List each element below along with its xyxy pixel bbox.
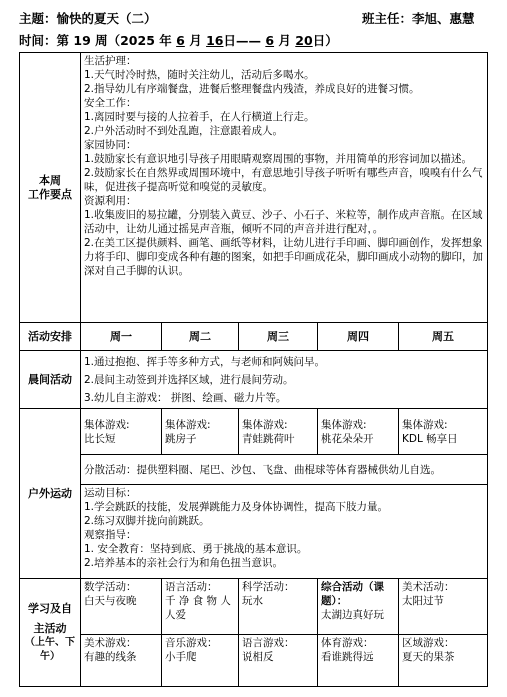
learning-cell: 科学活动： 玩水 (239, 579, 318, 635)
month-unit-1: 月 (189, 33, 202, 48)
day-thursday: 周四 (318, 323, 399, 351)
weekly-line: 1.鼓励家长有意识地引导孩子用眼睛观察周围的事物，并用简单的形容词加以描述。 (84, 153, 473, 165)
weekly-plan-table (19, 52, 488, 687)
outdoor-goal-line: 1. 安全教育：坚持到底、勇于挑战的基本意识。 (84, 543, 308, 555)
outdoor-goal-line: 运动目标： (84, 487, 137, 499)
day-tuesday: 周二 (162, 323, 239, 351)
outdoor-game-cell: 集体游戏: 青蛙跳荷叶 (239, 409, 318, 455)
learning-label: 学习及自 主活动 （上午、下午） (20, 579, 81, 687)
morning-content (81, 351, 488, 409)
learning-cell: 音乐游戏： 小手爬 (162, 635, 239, 687)
morning-row (20, 351, 488, 409)
morning-label: 晨间活动 (20, 351, 81, 409)
weekly-line: 资源利用： (84, 195, 137, 207)
learning-row-2 (20, 635, 488, 687)
outdoor-game-cell: 集体游戏: 桃花朵朵开 (318, 409, 399, 455)
theme-value: 愉快的夏天（二） (56, 11, 157, 26)
outdoor-label: 户外运动 (20, 409, 81, 579)
day-start: 16 (206, 33, 224, 48)
learning-cell: 体育游戏： 看谁跳得远 (318, 635, 399, 687)
weekly-line: 2.在美工区提供颜料、画笔、画纸等材料，让幼儿进行手印画、脚印画创作，发挥想象力将手印、脚印变成各种有趣的图案，如把手印画成花朵，脚印画成小动物的脚印，加深对自己手脚的认识。 (84, 237, 483, 277)
learning-cell: 美术游戏： 有趣的线条 (81, 635, 162, 687)
weekly-focus-row (20, 53, 488, 323)
weekly-focus-content (81, 53, 488, 323)
weekly-focus-label: 本周 工作要点 (20, 53, 81, 323)
learning-cell: 语言游戏： 说相反 (239, 635, 318, 687)
outdoor-free-row (20, 455, 488, 485)
outdoor-goals-content (81, 485, 488, 579)
outdoor-game-cell: 集体游戏: KDL 畅享日 (399, 409, 488, 455)
outdoor-goal-line: 1.学会跳跃的技能，发展弹跳能力及身体协调性，提高下肢力量。 (84, 501, 389, 513)
learning-cell: 语言活动： 千 净 食 物 人人爱 (162, 579, 239, 635)
outdoor-games-row (20, 409, 488, 455)
outdoor-goal-line: 2.练习双脚并拢向前跳跃。 (84, 515, 210, 527)
time-label: 时间： (19, 33, 57, 48)
learning-cell: 美术活动： 太阳过节 (399, 579, 488, 635)
month-end: 6 (265, 33, 275, 48)
day-unit-2: 日） (312, 33, 338, 48)
outdoor-game-cell: 集体游戏: 跳房子 (162, 409, 239, 455)
weekly-line: 1.收集废旧的易拉罐，分别装入黄豆、沙子、小石子、米粒等，制作成声音瓶。在区域活动中，让幼儿通过摇晃声音瓶，倾听不同的声音并进行配对，。 (84, 209, 483, 235)
learning-cell: 区域游戏： 夏天的果茶 (399, 635, 488, 687)
outdoor-free-activity: 分散活动：提供塑料圈、尾巴、沙包、飞盘、曲棍球等体育器械供幼儿自选。 (81, 455, 488, 485)
morning-line: 2.晨间主动签到并选择区域，进行晨间劳动。 (84, 373, 294, 386)
learning-row-1 (20, 579, 488, 635)
outdoor-goal-line: 2.培养基本的亲社会行为和角色扭当意识。 (84, 557, 284, 569)
weekly-line: 生活护理： (84, 55, 137, 67)
teacher-line (362, 9, 475, 27)
weekly-line: 2.指导幼儿有序端餐盘，进餐后整理餐盘内残渣，养成良好的进餐习惯。 (84, 83, 420, 95)
weekly-line: 2.鼓励家长在自然界或周围环境中，有意思地引导孩子听听有哪些声音，嗅嗅有什么气味，促进孩子提高听觉和嗅觉的灵敏度。 (84, 167, 483, 193)
weekly-line: 安全工作： (84, 97, 137, 109)
day-unit-1: 日—— (223, 33, 261, 48)
day-friday: 周五 (399, 323, 488, 351)
time-week: 第 19 周（2025 年 (56, 33, 172, 48)
day-end: 20 (295, 33, 313, 48)
time-line (19, 31, 338, 49)
theme-line (19, 9, 157, 27)
learning-cell: 数学活动： 白天与夜晚 (81, 579, 162, 635)
teacher-label: 班主任： (362, 11, 413, 26)
morning-line: 1.通过抱抱、挥手等多种方式，与老师和阿姨问早。 (84, 355, 326, 368)
day-wednesday: 周三 (239, 323, 318, 351)
outdoor-goal-line: 观察指导： (84, 529, 137, 541)
theme-label: 主题： (19, 11, 57, 26)
outdoor-goals-row (20, 485, 488, 579)
weekly-line: 家园协同： (84, 139, 137, 151)
month-start: 6 (176, 33, 185, 48)
weekly-line: 1.离园时要与接的人拉着手，在人行横道上行走。 (84, 111, 315, 123)
teacher-value: 李旭、惠慧 (412, 11, 475, 26)
month-unit-2: 月 (278, 33, 291, 48)
day-monday: 周一 (81, 323, 162, 351)
weekly-line: 2.户外活动时不到处乱跑，注意跟着成人。 (84, 125, 284, 137)
outdoor-game-cell: 集体游戏: 比长短 (81, 409, 162, 455)
schedule-label: 活动安排 (20, 323, 81, 351)
weekly-line: 1.天气时冷时热，随时关注幼儿，活动后多喝水。 (84, 69, 315, 81)
learning-cell: 综合活动（课题）： 太湖边真好玩 (318, 579, 399, 635)
morning-line: 3.幼儿自主游戏： 拼图、绘画、磁力片等。 (84, 391, 287, 404)
schedule-header-row (20, 323, 488, 351)
